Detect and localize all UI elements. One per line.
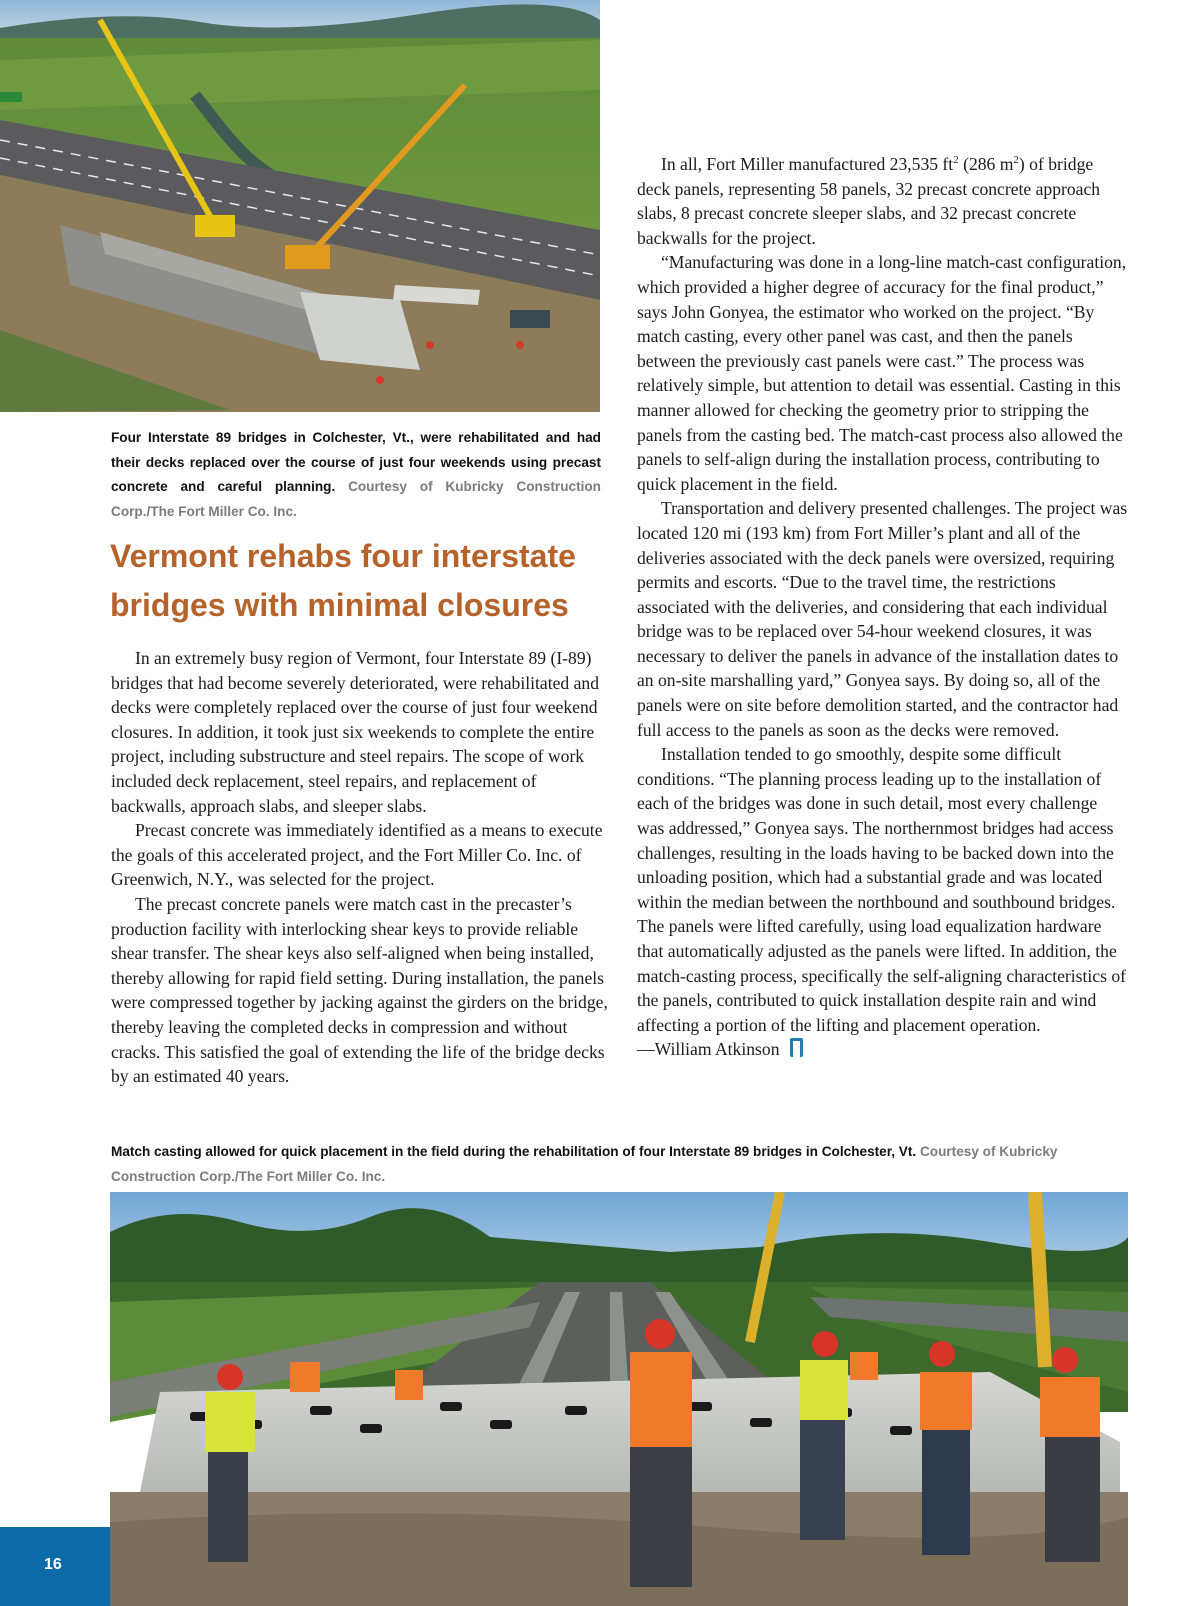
paragraph-text: In all, Fort Miller manufactured 23,535 ft bbox=[661, 154, 954, 174]
paragraph-text: (286 m bbox=[958, 154, 1014, 174]
caption-bottom-text: Match casting allowed for quick placement in the field during the rehabilitation of four Interstate 89 bridges in Colchester, Vt. bbox=[111, 1144, 917, 1159]
paragraph: Installation tended to go smoothly, despite some difficult conditions. “The planning process leading up to the installation of each of the bridges was done in such detail, most every challenge was addressed,” Gonyea says. The northernmost bridges had access challenges, resulting in the loads having to be backed down into the unloading position, which had a substantial grade and was located within the median between the northbound and southbound bridges. The panels were lifted carefully, using load equalization hardware that automatically adjusted as the panels were lifted. In addition, the match-casting process, specifically the self-aligning characteristics of the panels, contributed to quick installation despite rain and wind affecting a portion of the lifting and placement operation. bbox=[637, 744, 1127, 1035]
aerial-photo-illustration bbox=[0, 0, 600, 412]
caption-bottom-credit: Courtesy of Kubricky Construction Corp./The Fort Miller Co. Inc. bbox=[111, 1144, 1058, 1184]
caption-top-text: Four Interstate 89 bridges in Colchester, Vt., were rehabilitated and had their decks replaced over the course of just four weekends using precast concrete and careful planning. bbox=[111, 430, 601, 494]
superscript: 2 bbox=[1013, 154, 1019, 167]
paragraph: In an extremely busy region of Vermont, four Interstate 89 (I-89) bridges that had become severely deteriorated, were rehabilitated and decks were completely replaced over the course of just four weekend closures. In addition, it took just six weekends to complete the entire project, including substructure and steel repairs. The scope of work included deck replacement, steel repairs, and replacement of backwalls, approach slabs, and sleeper slabs. bbox=[111, 648, 600, 816]
caption-bottom-photo bbox=[111, 1140, 1129, 1189]
paragraph: “Manufacturing was done in a long-line match-cast configuration, which provided a higher degree of accuracy for the final product,” says John Gonyea, the estimator who worked on the project. “By match casting, every other panel was cast, and then the panels between the previously cast panels were cast.” The process was relatively simple, but attention to detail was essential. Casting in this manner allowed for checking the geometry prior to stripping the panels from the casting bed. The match-cast process also allowed the panels to self-align during the installation process, contributing to quick placement in the field. bbox=[637, 252, 1127, 494]
photo-aerial-bridge-construction bbox=[0, 0, 600, 412]
caption-top-photo bbox=[111, 426, 601, 524]
end-of-article-icon bbox=[790, 1038, 803, 1057]
photo-workers-placing-panel bbox=[110, 1192, 1128, 1606]
article-headline: Vermont rehabs four interstate bridges with minimal closures bbox=[110, 538, 576, 623]
paragraph: The precast concrete panels were match cast in the precaster’s production facility with interlocking shear keys to provide reliable shear transfer. The shear keys also self-aligned when being installed, thereby allowing for rapid field setting. During installation, the panels were compressed together by jacking against the girders on the bridge, thereby leaving the completed decks in compression and without cracks. This satisfied the goal of extending the life of the bridge decks by an estimated 40 years. bbox=[111, 893, 608, 1087]
byline-row bbox=[637, 1037, 1128, 1062]
article-column-left bbox=[111, 646, 608, 1089]
paragraph: Precast concrete was immediately identified as a means to execute the goals of this accelerated project, and the Fort Miller Co. Inc. of Greenwich, N.Y., was selected for the project. bbox=[111, 820, 603, 890]
superscript: 2 bbox=[953, 154, 959, 167]
page-number: 16 bbox=[44, 1556, 62, 1573]
workers-photo-illustration bbox=[110, 1192, 1128, 1606]
paragraph: Transportation and delivery presented challenges. The project was located 120 mi (193 km) from Fort Miller’s plant and all of the deliveries associated with the deck panels were oversized, requiring permits and escorts. “Due to the travel time, the restrictions associated with the deliveries, and considering that each individual bridge was to be replaced over 54-hour weekend closures, it was necessary to deliver the panels in advance of the installation dates to an on-site marshalling yard,” Gonyea says. By doing so, all of the panels were on site before demolition started, and the contractor had full access to the panels as soon as the decks were removed. bbox=[637, 498, 1128, 740]
caption-top-credit: Courtesy of Kubricky Construction Corp./The Fort Miller Co. Inc. bbox=[111, 479, 601, 519]
article-column-right bbox=[637, 152, 1128, 1062]
byline: —William Atkinson bbox=[637, 1039, 780, 1060]
paragraph-text: ) of bridge deck panels, representing 58 panels, 32 precast concrete approach slabs, 8 precast concrete sleeper slabs, and 32 precast concrete backwalls for the project. bbox=[637, 154, 1101, 248]
paragraph bbox=[637, 152, 1128, 250]
